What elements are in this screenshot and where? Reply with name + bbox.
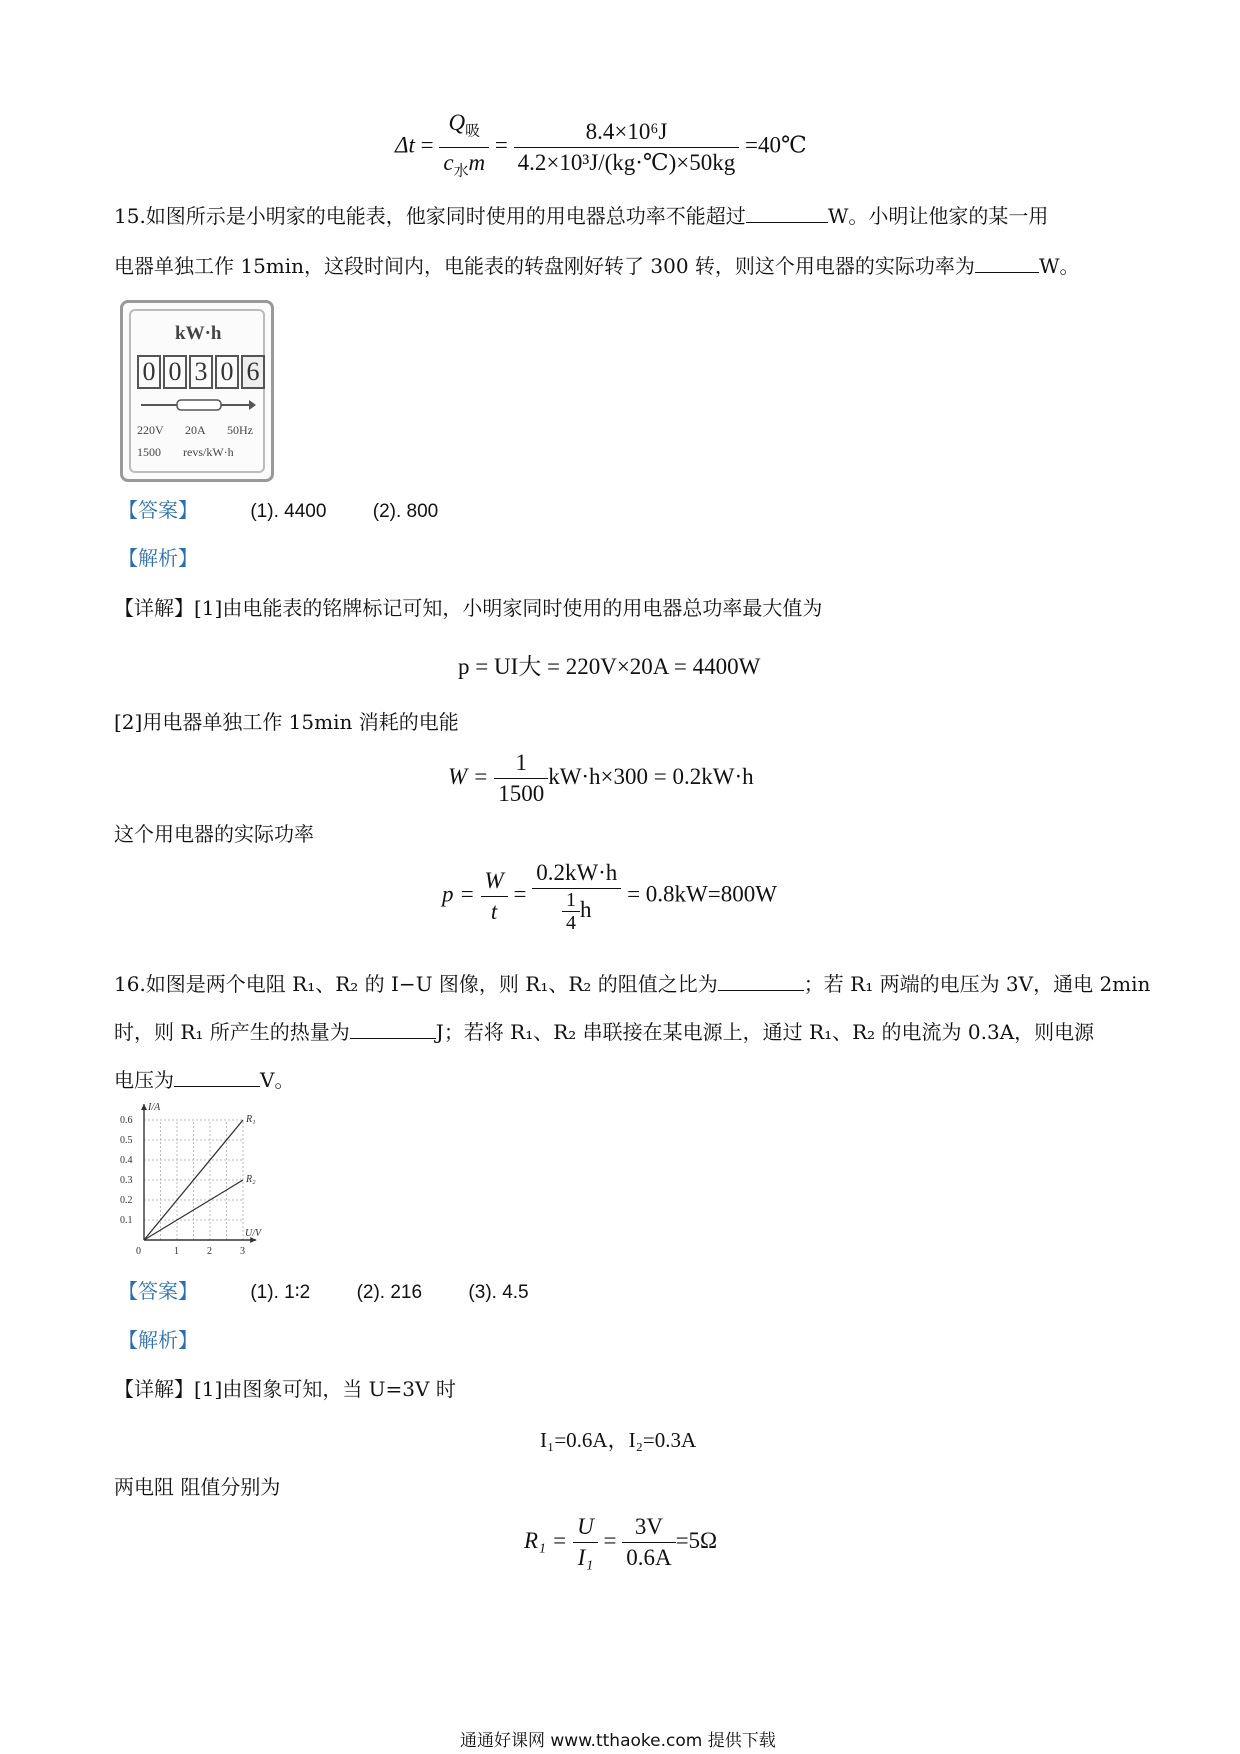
q15-line2: [114, 254, 1080, 278]
answer-value: (1). 4400: [250, 501, 327, 522]
q15-line1-a: 15.如图所示是小明家的电能表，他家同时使用的用电器总功率不能超过: [114, 204, 746, 228]
answer-tag: 【答案】: [118, 498, 198, 522]
series-label-1: R₁: [246, 1114, 256, 1125]
formula-frac: [573, 1512, 598, 1573]
meter-digit: 6: [241, 355, 265, 389]
q15-detail-2: [2]用电器单独工作 15min 消耗的电能: [114, 710, 459, 734]
meter-disc-window: [139, 397, 257, 413]
y-tick-label: 0.2: [120, 1195, 133, 1206]
answer-tag: 【答案】: [118, 1279, 198, 1303]
q15-detail-3: 这个用电器的实际功率: [114, 822, 314, 846]
answer-value: (1). 1∶2: [250, 1282, 311, 1303]
q16-line3-b: V。: [260, 1068, 295, 1092]
x-axis-label: U/V: [245, 1228, 262, 1239]
formula-den: 1500: [498, 781, 545, 806]
y-tick-label: 0.5: [120, 1135, 133, 1146]
electric-meter-figure: [120, 300, 274, 482]
q15-formula-3: p = $\frac{W}{t}$ = 0.2kW·h $\frac{1}{4}$ h = 0.8kW=800W: [442, 860, 777, 934]
q16-line2-a: 时，则 R₁ 所产生的热量为: [114, 1020, 350, 1044]
q16-line1-b: ；若 R₁ 两端的电压为 3V，通电 2min: [803, 972, 1151, 996]
y-tick-label: 0.1: [120, 1215, 133, 1226]
q15-line2-a: 电器单独工作 15min，这段时间内，电能表的转盘刚好转了 300 转，则这个用电器的实际功率为: [114, 254, 975, 278]
q16-formula-1: I₁=0.6A，I₂=0.3A: [540, 1428, 697, 1452]
q16-analysis-tag: 【解析】: [118, 1328, 198, 1352]
q15-line1: [114, 204, 1048, 228]
x-tick-label: 0: [136, 1246, 141, 1257]
q16-formula-2: R₁ = $\frac{U}{\text{I₁}}$ = $\frac{3V}{0.6A}$ =5Ω: [524, 1512, 717, 1573]
q15-answer: [118, 498, 438, 524]
formula-num-2: 3V: [622, 1512, 675, 1543]
meter-digit: 0: [137, 355, 161, 389]
q16-blank-2[interactable]: [350, 1020, 436, 1039]
q15-blank-1[interactable]: [746, 204, 828, 223]
y-axis-label: I/A: [148, 1102, 161, 1113]
formula-lhs: p =: [442, 881, 475, 907]
formula-frac-2: [622, 1512, 675, 1573]
formula-top-frac1: [439, 108, 489, 186]
formula-m: m: [468, 149, 486, 175]
answer-value: (3). 4.5: [468, 1282, 529, 1303]
q15-line2-b: W。: [1038, 254, 1080, 278]
q16-line1: [114, 972, 1150, 996]
q16-line2: [114, 1020, 1094, 1044]
formula-top-den2: 4.2×10³J/(kg·℃)×50kg: [517, 149, 736, 175]
meter-unit: kW·h: [175, 323, 222, 344]
q16-blank-3[interactable]: [174, 1068, 260, 1087]
formula-top-num2: 8.4×10⁶J: [514, 117, 740, 148]
formula-num: W: [481, 866, 508, 897]
q15-formula-1: p = UI大 = 220V×20A = 4400W: [458, 654, 761, 679]
q16-line1-a: 16.如图是两个电阻 R₁、R₂ 的 I−U 图像，则 R₁、R₂ 的阻值之比为: [114, 972, 718, 996]
iu-graph: [118, 1102, 278, 1260]
q15-analysis-tag: 【解析】: [118, 546, 198, 570]
formula-num: 1: [494, 748, 548, 779]
y-tick-label: 0.4: [120, 1155, 133, 1166]
x-tick-label: 3: [240, 1246, 245, 1257]
formula-frac: [494, 748, 548, 809]
formula-result: = 0.8kW=800W: [627, 881, 777, 907]
formula-q-sub: 吸: [465, 123, 481, 140]
q16-blank-1[interactable]: [718, 972, 804, 991]
formula-den-2: [532, 889, 621, 934]
meter-digit: 0: [215, 355, 239, 389]
meter-voltage: 220V: [137, 423, 164, 437]
meter-revs-unit: revs/kW·h: [183, 445, 234, 459]
formula-den-2: 0.6A: [626, 1545, 672, 1570]
y-axis-arrow: [141, 1104, 147, 1110]
x-tick-label: 1: [174, 1246, 179, 1257]
formula-q: Q: [448, 110, 466, 135]
answer-value: (2). 800: [372, 501, 439, 522]
formula-mini-den: 4: [566, 912, 576, 934]
formula-den: t: [490, 898, 498, 924]
formula-frac-2: [532, 858, 621, 934]
formula-c-sub: 水: [453, 163, 469, 180]
q15-formula-2: [448, 748, 754, 809]
q15-line1-b: W。小明让他家的某一用: [827, 204, 1049, 228]
formula-rest: kW·h×300 = 0.2kW·h: [548, 763, 754, 789]
formula-top: Δt = $\frac{Q_吸}{c_水m}$ = $\frac{\text{8.4×10⁶J}}{\text{4.2×10³J/(kg·℃)×50kg}}$ =40℃: [395, 108, 807, 186]
meter-digit: 0: [163, 355, 187, 389]
meter-revs: 1500: [137, 445, 161, 459]
formula-top-lhs: Δt: [395, 132, 415, 158]
series-label-2: R₂: [246, 1174, 256, 1185]
q16-line3: [114, 1068, 294, 1092]
formula-result: =5Ω: [675, 1527, 718, 1553]
formula-frac: [481, 866, 508, 927]
formula-unit: h: [580, 896, 592, 922]
y-tick-label: 0.3: [120, 1175, 133, 1186]
formula-c: c: [443, 149, 454, 175]
formula-top-frac2: [514, 117, 740, 178]
formula-top-result: =40℃: [745, 132, 807, 158]
formula-lhs: W =: [448, 763, 489, 789]
formula-den: I₁: [577, 1545, 594, 1570]
q16-detail-1: 【详解】[1]由图象可知，当 U=3V 时: [114, 1377, 456, 1401]
meter-digit: 3: [189, 355, 213, 389]
footer-watermark: 通通好课网 www.tthaoke.com 提供下载: [460, 1731, 776, 1751]
formula-num: U: [573, 1512, 598, 1543]
q16-line3-a: 电压为: [114, 1068, 174, 1092]
formula-num-2: 0.2kW·h: [532, 858, 621, 889]
q15-detail-1: 【详解】[1]由电能表的铭牌标记可知，小明家同时使用的用电器总功率最大值为: [114, 596, 823, 620]
q15-blank-2[interactable]: [975, 254, 1039, 273]
formula-lhs: R₁ =: [524, 1527, 568, 1553]
formula-mini-num: 1: [562, 889, 580, 912]
meter-freq: 50Hz: [227, 423, 253, 437]
y-tick-label: 0.6: [120, 1115, 133, 1126]
q16-answer: [118, 1279, 529, 1305]
meter-digits: [137, 355, 267, 389]
q16-line2-b: J；若将 R₁、R₂ 串联接在某电源上，通过 R₁、R₂ 的电流为 0.3A，则电源: [435, 1020, 1095, 1044]
answer-value: (2). 216: [356, 1282, 423, 1303]
q16-detail-2: 两电阻 阻值分别为: [114, 1475, 281, 1499]
meter-current: 20A: [185, 423, 206, 437]
x-tick-label: 2: [207, 1246, 212, 1257]
